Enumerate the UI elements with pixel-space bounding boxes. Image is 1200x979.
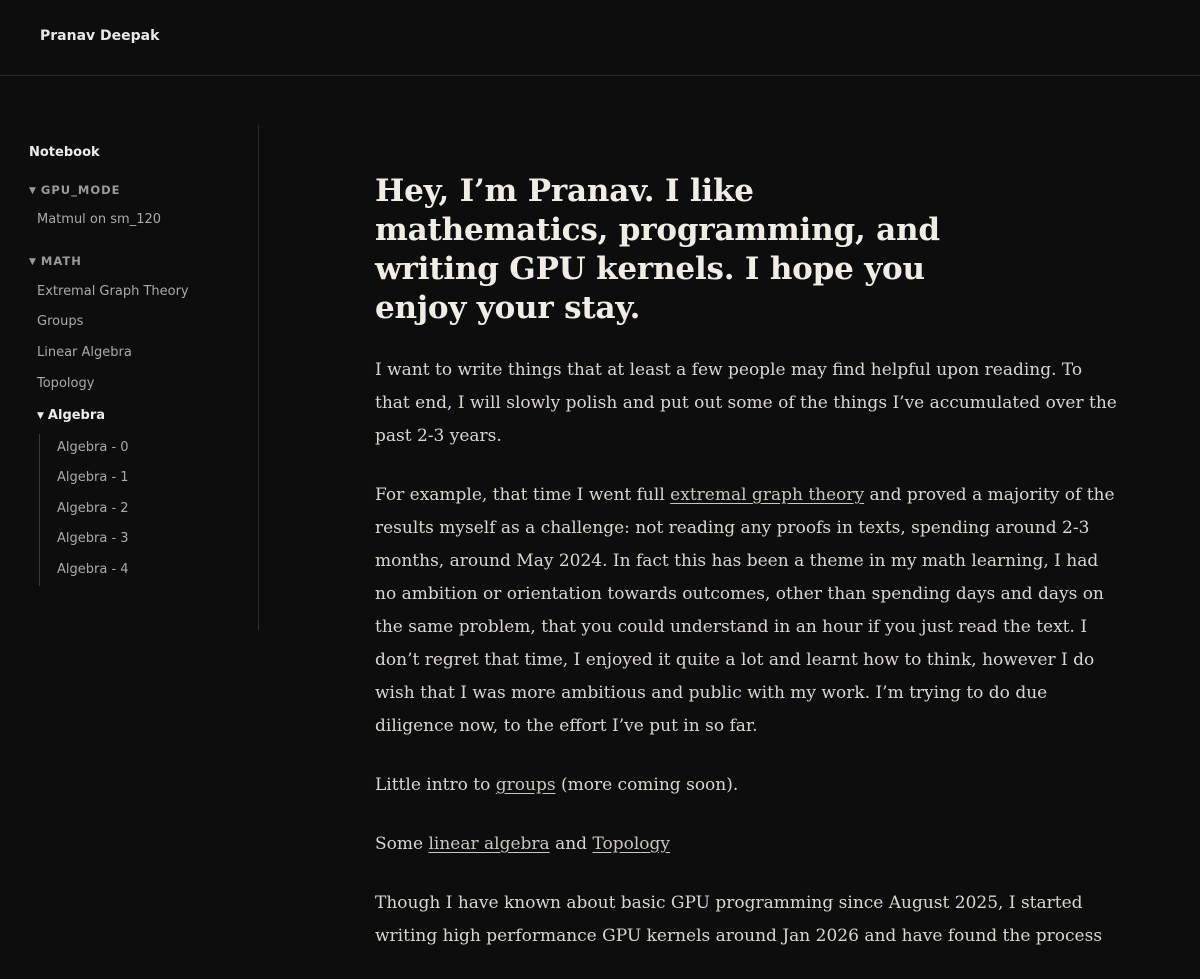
groups-paragraph — [375, 769, 1120, 802]
sidebar — [0, 125, 259, 630]
sidebar-title: Notebook — [29, 145, 100, 160]
linear-algebra-paragraph — [375, 828, 1120, 861]
sidebar-item-algebra-1[interactable]: Algebra - 1 — [57, 470, 129, 485]
groups-link[interactable]: groups — [495, 775, 556, 795]
gpu-paragraph: Though I have known about basic GPU programming since August 2025, I started writing high performance GPU kernels around Jan 2026 and have found the process — [375, 893, 1103, 946]
example-paragraph — [375, 479, 1120, 743]
sidebar-item-algebra-2[interactable]: Algebra - 2 — [57, 501, 129, 516]
section-label: MATH — [40, 254, 82, 268]
subsection-label: Algebra — [47, 408, 106, 423]
triangle-down-icon: ▼ — [37, 411, 44, 421]
sidebar-item-matmul-sm120[interactable]: Matmul on sm_120 — [37, 212, 162, 227]
subsection-toggle-algebra[interactable] — [37, 408, 105, 423]
top-bar — [0, 0, 1200, 76]
page-headline: Hey, I’m Pranav. I like mathematics, programming, and writing GPU kernels. I hope you enjoy your stay. — [375, 173, 940, 326]
triangle-down-icon: ▼ — [29, 186, 37, 196]
sidebar-item-algebra-3[interactable]: Algebra - 3 — [57, 531, 129, 546]
sidebar-item-topology[interactable]: Topology — [37, 376, 95, 391]
section-label: GPU_MODE — [40, 183, 121, 197]
main-content — [375, 172, 1120, 979]
sidebar-item-algebra-4[interactable]: Algebra - 4 — [57, 562, 129, 577]
linear-algebra-link[interactable]: linear algebra — [428, 834, 550, 854]
sidebar-item-algebra-0[interactable]: Algebra - 0 — [57, 440, 129, 455]
text-segment: and proved a majority of the results myself as a challenge: not reading any proofs in texts, spending around 2-3 months, around May 2024. In fact this has been a theme in my math learning, I had no ambition or orientation towards outcomes, other than spending days and days on the same problem, that you could understand in an hour if you just read the text. I don’t regret that time, I enjoyed it quite a lot and learnt how to think, however I do wish that I was more ambitious and public with my work. I’m trying to do due diligence now, to the effort I’ve put in so far. — [375, 485, 1115, 736]
topology-link[interactable]: Topology — [592, 834, 670, 854]
subsection-guide-line — [39, 434, 40, 586]
triangle-down-icon: ▼ — [29, 257, 37, 267]
text-segment: and — [549, 834, 593, 854]
sidebar-item-linear-algebra[interactable]: Linear Algebra — [37, 345, 132, 360]
section-toggle-math[interactable] — [29, 254, 82, 268]
text-segment: For example, that time I went full — [375, 485, 671, 505]
intro-paragraph: I want to write things that at least a few people may find helpful upon reading. To that end, I will slowly polish and put out some of the things I’ve accumulated over the past 2-3 years. — [375, 360, 1117, 446]
text-segment: (more coming soon). — [555, 775, 739, 795]
text-segment: Little intro to — [375, 775, 496, 795]
sidebar-item-extremal-graph-theory[interactable]: Extremal Graph Theory — [37, 284, 189, 299]
extremal-graph-theory-link[interactable]: extremal graph theory — [670, 485, 865, 505]
sidebar-item-groups[interactable]: Groups — [37, 314, 84, 329]
text-segment: Some — [375, 834, 429, 854]
site-name-link[interactable]: Pranav Deepak — [40, 28, 160, 44]
section-toggle-gpu-mode[interactable] — [29, 183, 121, 197]
